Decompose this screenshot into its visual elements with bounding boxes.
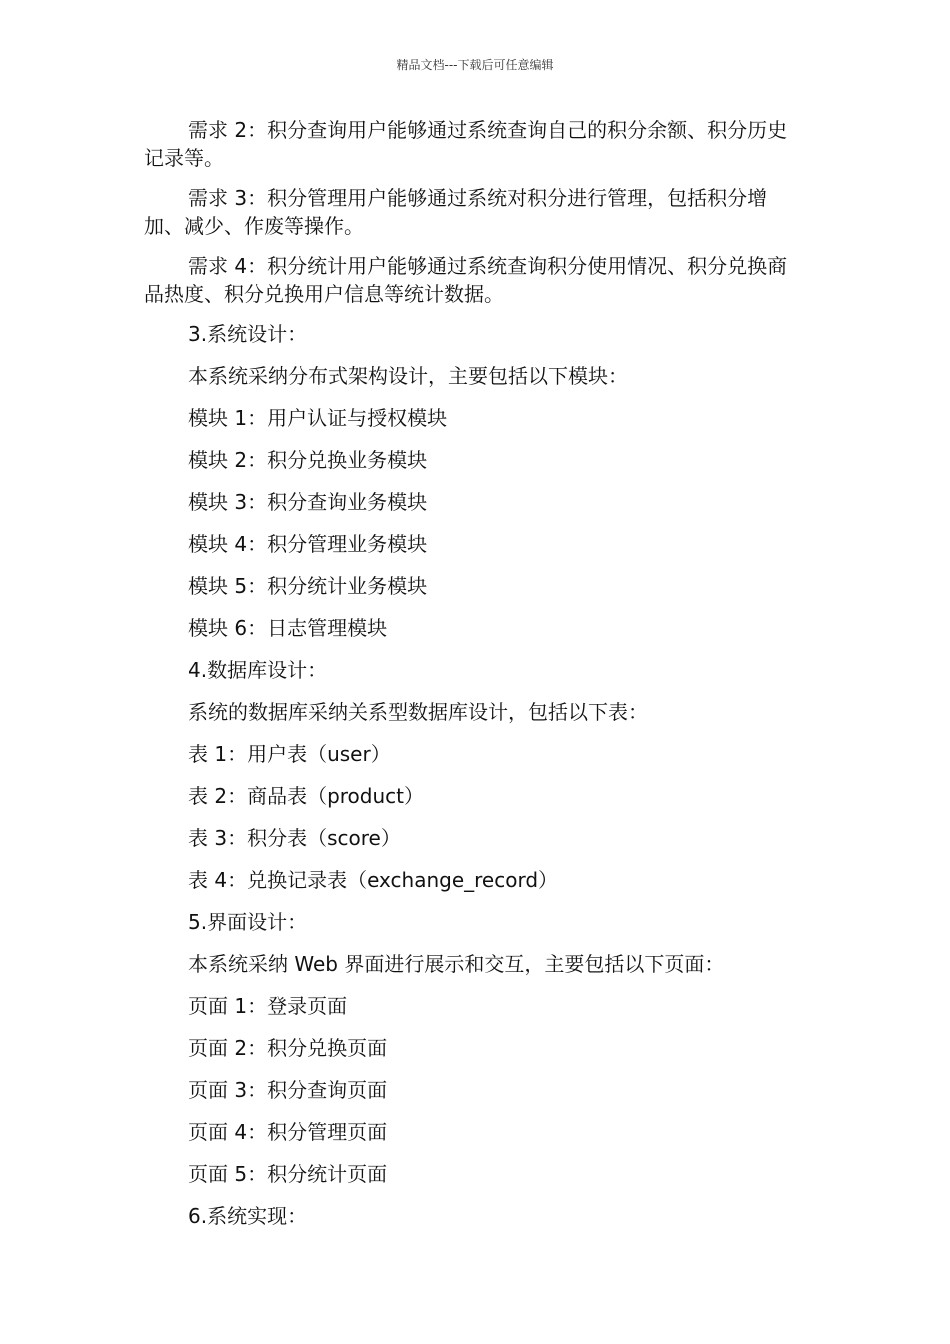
section-heading-ui-design: 5.界面设计：	[188, 910, 308, 934]
requirement-2-paragraph: 需求 2：积分查询用户能够通过系统查询自己的积分余额、积分历史记录等。	[144, 118, 788, 170]
module-item: 模块 4：积分管理业务模块	[188, 532, 428, 556]
requirement-3-paragraph: 需求 3：积分管理用户能够通过系统对积分进行管理，包括积分增加、减少、作废等操作。	[144, 186, 768, 238]
table-item: 表 2：商品表（product）	[188, 784, 425, 808]
db-design-intro: 系统的数据库采纳关系型数据库设计，包括以下表：	[188, 700, 648, 724]
system-design-intro: 本系统采纳分布式架构设计，主要包括以下模块：	[188, 364, 628, 388]
page-item: 页面 5：积分统计页面	[188, 1162, 388, 1186]
ui-design-intro: 本系统采纳 Web 界面进行展示和交互，主要包括以下页面：	[188, 952, 725, 976]
document-body	[144, 116, 789, 1244]
module-item: 模块 5：积分统计业务模块	[188, 574, 428, 598]
table-item: 表 4：兑换记录表（exchange_record）	[188, 868, 559, 892]
page-item: 页面 3：积分查询页面	[188, 1078, 388, 1102]
section-heading-implementation: 6.系统实现：	[188, 1204, 308, 1228]
requirement-4-paragraph: 需求 4：积分统计用户能够通过系统查询积分使用情况、积分兑换商品热度、积分兑换用户信息等统计数据。	[144, 254, 788, 306]
page-item: 页面 1：登录页面	[188, 994, 348, 1018]
module-item: 模块 2：积分兑换业务模块	[188, 448, 428, 472]
table-item: 表 1：用户表（user）	[188, 742, 391, 766]
module-item: 模块 3：积分查询业务模块	[188, 490, 428, 514]
page-item: 页面 4：积分管理页面	[188, 1120, 388, 1144]
page-item: 页面 2：积分兑换页面	[188, 1036, 388, 1060]
page-header: 精品文档---下载后可任意编辑	[396, 58, 554, 72]
module-item: 模块 6：日志管理模块	[188, 616, 388, 640]
section-heading-db-design: 4.数据库设计：	[188, 658, 328, 682]
table-item: 表 3：积分表（score）	[188, 826, 401, 850]
module-item: 模块 1：用户认证与授权模块	[188, 406, 448, 430]
section-heading-system-design: 3.系统设计：	[188, 322, 308, 346]
